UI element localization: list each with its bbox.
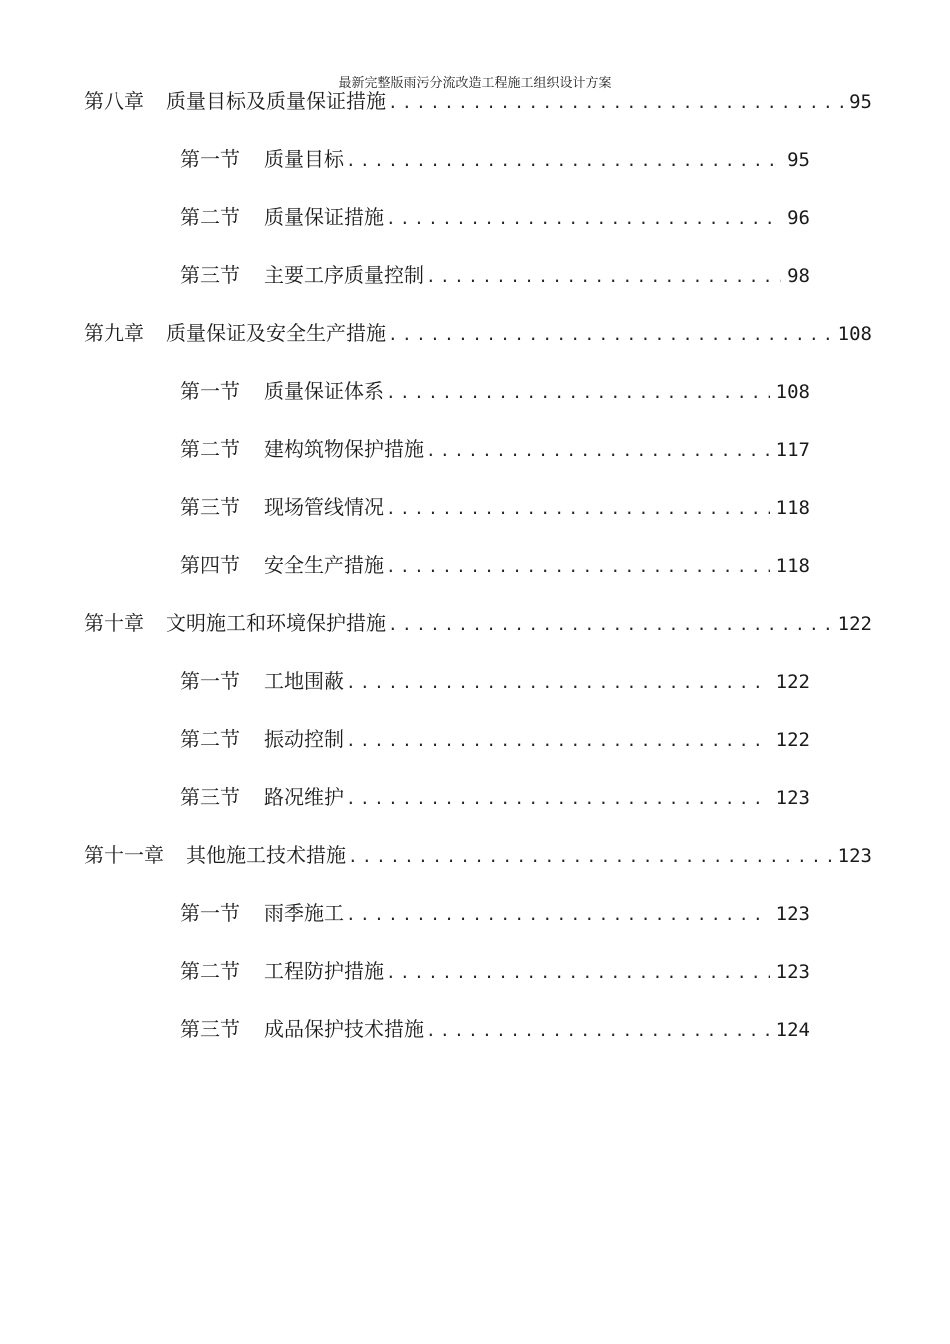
toc-leader-dots <box>426 260 781 292</box>
toc-entry-number: 第二节 <box>180 727 240 751</box>
toc-entry-page: 123 <box>837 845 872 867</box>
toc-entry-number: 第三节 <box>180 263 240 287</box>
toc-entry-number: 第二节 <box>180 205 240 229</box>
toc-leader-dots <box>388 318 832 350</box>
toc-entry-number: 第一节 <box>180 901 240 925</box>
toc-entry-section[interactable] <box>180 490 810 524</box>
toc-entry-page: 95 <box>849 91 872 113</box>
toc-entry-number: 第一节 <box>180 379 240 403</box>
toc-entry-section[interactable] <box>180 954 810 988</box>
toc-entry-chapter[interactable] <box>84 316 872 350</box>
toc-entry-number: 第四节 <box>180 553 240 577</box>
toc-entry-title: 现场管线情况 <box>264 495 384 519</box>
toc-entry-section[interactable] <box>180 142 810 176</box>
toc-entry-page: 123 <box>775 903 810 925</box>
toc-entry-chapter[interactable] <box>84 838 872 872</box>
toc-entry-page: 118 <box>775 555 810 577</box>
toc-entry-page: 124 <box>775 1019 810 1041</box>
toc-entry-title: 文明施工和环境保护措施 <box>166 611 386 635</box>
page-header: 最新完整版雨污分流改造工程施工组织设计方案 <box>338 76 612 91</box>
toc-entry-section[interactable] <box>180 780 810 814</box>
toc-entry-page: 118 <box>775 497 810 519</box>
toc-entry-chapter[interactable] <box>84 84 872 118</box>
toc-entry-title: 建构筑物保护措施 <box>264 437 424 461</box>
toc-entry-section[interactable] <box>180 722 810 756</box>
toc-entry-number: 第三节 <box>180 1017 240 1041</box>
toc-entry-title: 工地围蔽 <box>264 669 344 693</box>
toc-entry-section[interactable] <box>180 896 810 930</box>
toc-entry-section[interactable] <box>180 374 810 408</box>
toc-entry-page: 108 <box>837 323 872 345</box>
toc-entry-number: 第二节 <box>180 437 240 461</box>
toc-entry-section[interactable] <box>180 664 810 698</box>
toc-leader-dots <box>386 376 770 408</box>
toc-leader-dots <box>386 956 770 988</box>
toc-entry-title: 质量目标 <box>264 147 344 171</box>
toc-entry-chapter[interactable] <box>84 606 872 640</box>
toc-leader-dots <box>348 840 832 872</box>
toc-entry-section[interactable] <box>180 258 810 292</box>
toc-leader-dots <box>386 550 770 582</box>
toc-leader-dots <box>346 144 781 176</box>
toc-leader-dots <box>386 202 781 234</box>
toc-entry-page: 122 <box>775 729 810 751</box>
toc-entry-section[interactable] <box>180 1012 810 1046</box>
toc-entry-page: 123 <box>775 961 810 983</box>
toc-entry-page: 108 <box>775 381 810 403</box>
toc-leader-dots <box>388 608 832 640</box>
toc-entry-title: 其他施工技术措施 <box>186 843 346 867</box>
toc-entry-section[interactable] <box>180 432 810 466</box>
toc-leader-dots <box>426 1014 770 1046</box>
toc-entry-page: 122 <box>775 671 810 693</box>
toc-entry-title: 路况维护 <box>264 785 344 809</box>
toc-leader-dots <box>346 724 770 756</box>
toc-leader-dots <box>346 898 770 930</box>
toc-entry-section[interactable] <box>180 200 810 234</box>
toc-entry-title: 质量目标及质量保证措施 <box>166 89 386 113</box>
toc-leader-dots <box>346 666 770 698</box>
toc-entry-title: 质量保证体系 <box>264 379 384 403</box>
toc-entry-number: 第十章 <box>84 611 144 635</box>
toc-entry-number: 第八章 <box>84 89 144 113</box>
toc-entry-number: 第一节 <box>180 147 240 171</box>
toc-entry-title: 振动控制 <box>264 727 344 751</box>
toc-entry-page: 117 <box>775 439 810 461</box>
toc-entry-number: 第九章 <box>84 321 144 345</box>
toc-entry-number: 第三节 <box>180 785 240 809</box>
toc-entry-title: 质量保证及安全生产措施 <box>166 321 386 345</box>
toc-entry-number: 第一节 <box>180 669 240 693</box>
toc-entry-title: 雨季施工 <box>264 901 344 925</box>
toc-entry-page: 95 <box>787 149 810 171</box>
toc-entry-page: 96 <box>787 207 810 229</box>
toc-entry-title: 工程防护措施 <box>264 959 384 983</box>
toc-leader-dots <box>386 492 770 524</box>
toc-entry-section[interactable] <box>180 548 810 582</box>
toc-entry-page: 122 <box>837 613 872 635</box>
toc-entry-page: 123 <box>775 787 810 809</box>
toc-leader-dots <box>346 782 770 814</box>
toc-entry-number: 第十一章 <box>84 843 164 867</box>
toc-entry-number: 第三节 <box>180 495 240 519</box>
toc-leader-dots <box>388 86 843 118</box>
toc-entry-title: 质量保证措施 <box>264 205 384 229</box>
toc-entry-title: 主要工序质量控制 <box>264 263 424 287</box>
toc-entry-title: 安全生产措施 <box>264 553 384 577</box>
toc-leader-dots <box>426 434 770 466</box>
toc-entry-number: 第二节 <box>180 959 240 983</box>
toc-entry-title: 成品保护技术措施 <box>264 1017 424 1041</box>
toc-entry-page: 98 <box>787 265 810 287</box>
